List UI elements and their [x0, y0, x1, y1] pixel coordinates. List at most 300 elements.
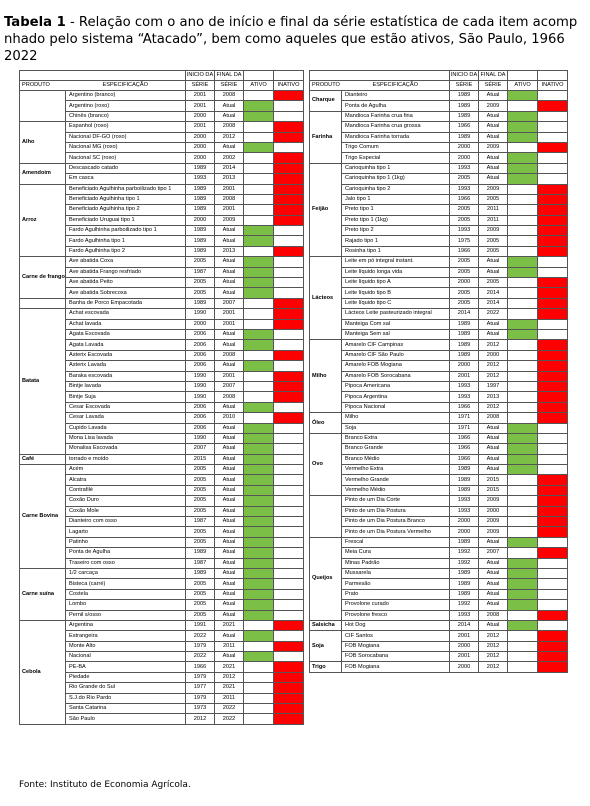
ativo-marker: [244, 278, 274, 288]
inativo-marker: [538, 111, 568, 121]
end-year-cell: 2009: [215, 215, 244, 225]
start-year-cell: 1966: [450, 402, 479, 412]
ativo-marker: [244, 142, 274, 152]
specification-cell: Cesar Escovada: [66, 402, 186, 412]
ativo-marker: [244, 558, 274, 568]
start-year-cell: 2001: [186, 101, 215, 111]
ativo-marker: [508, 111, 538, 121]
inativo-marker: [274, 423, 304, 433]
inativo-marker: [274, 350, 304, 360]
inativo-marker: [538, 340, 568, 350]
start-year-cell: 1989: [450, 475, 479, 485]
inativo-marker: [538, 163, 568, 173]
specification-cell: Acém: [66, 465, 186, 475]
start-year-cell: 2006: [186, 413, 215, 423]
inativo-marker: [538, 631, 568, 641]
product-cell: Arroz: [20, 184, 66, 257]
inativo-marker: [274, 537, 304, 547]
specification-cell: Asterix Escovada: [66, 350, 186, 360]
end-year-cell: Atual: [215, 652, 244, 662]
ativo-marker: [244, 413, 274, 423]
table-row: [310, 340, 568, 350]
ativo-marker: [508, 350, 538, 360]
inativo-marker: [538, 226, 568, 236]
table-row: [20, 122, 304, 132]
start-year-cell: 2006: [186, 402, 215, 412]
inativo-marker: [274, 641, 304, 651]
start-year-cell: 1987: [186, 517, 215, 527]
inativo-marker: [538, 465, 568, 475]
ativo-marker: [508, 246, 538, 256]
end-year-cell: 2022: [479, 309, 508, 319]
end-year-cell: 2021: [215, 662, 244, 672]
ativo-marker: [244, 174, 274, 184]
ativo-marker: [508, 610, 538, 620]
inativo-marker: [274, 714, 304, 724]
specification-cell: Lagarto: [66, 527, 186, 537]
start-year-cell: 1990: [186, 392, 215, 402]
inativo-marker: [274, 319, 304, 329]
start-year-cell: 1993: [450, 610, 479, 620]
product-cell: Charque: [310, 91, 342, 112]
end-year-cell: Atual: [215, 433, 244, 443]
ativo-marker: [244, 371, 274, 381]
start-year-cell: 1989: [450, 319, 479, 329]
end-year-cell: 2005: [479, 246, 508, 256]
table-row: [20, 454, 304, 464]
table-row: [310, 402, 568, 412]
ativo-marker: [508, 413, 538, 423]
inativo-marker: [274, 620, 304, 630]
header-inativo: INATIVO: [538, 81, 568, 91]
end-year-cell: 2002: [215, 153, 244, 163]
ativo-marker: [508, 340, 538, 350]
end-year-cell: 2001: [215, 184, 244, 194]
table-caption: [4, 14, 590, 65]
start-year-cell: 2006: [186, 361, 215, 371]
end-year-cell: 2012: [215, 132, 244, 142]
start-year-cell: 1989: [450, 340, 479, 350]
inativo-marker: [274, 693, 304, 703]
inativo-marker: [538, 475, 568, 485]
end-year-cell: 2001: [215, 319, 244, 329]
table-row: [310, 257, 568, 267]
inativo-marker: [538, 298, 568, 308]
header-serie-inicio: SÉRIE: [186, 81, 215, 91]
end-year-cell: Atual: [215, 631, 244, 641]
end-year-cell: 2022: [215, 704, 244, 714]
start-year-cell: 1989: [450, 537, 479, 547]
product-cell: Farinha: [310, 111, 342, 163]
table-row: [310, 433, 568, 443]
end-year-cell: 2021: [215, 683, 244, 693]
start-year-cell: 1989: [186, 568, 215, 578]
specification-cell: Leite líquido tipo B: [342, 288, 450, 298]
end-year-cell: 2011: [479, 215, 508, 225]
ativo-marker: [244, 641, 274, 651]
ativo-marker: [508, 163, 538, 173]
ativo-marker: [244, 683, 274, 693]
header-row-top: [310, 71, 568, 81]
end-year-cell: 2001: [215, 205, 244, 215]
inativo-marker: [274, 111, 304, 121]
end-year-cell: 2011: [215, 641, 244, 651]
inativo-marker: [538, 371, 568, 381]
caption-line-3: 2022: [4, 49, 38, 64]
caption-line-2: nhado pelo sistema “Atacado”, bem como aqueles que estão ativos, São Paulo, 1966: [4, 32, 565, 47]
start-year-cell: 1966: [186, 662, 215, 672]
ativo-marker: [508, 236, 538, 246]
start-year-cell: 2001: [186, 122, 215, 132]
specification-cell: Mandioca Farinha crua grossa: [342, 122, 450, 132]
ativo-marker: [244, 527, 274, 537]
end-year-cell: Atual: [479, 111, 508, 121]
specification-cell: Bintje Suja: [66, 392, 186, 402]
ativo-marker: [244, 579, 274, 589]
end-year-cell: 2008: [215, 350, 244, 360]
start-year-cell: 2005: [186, 257, 215, 267]
specification-cell: Jalo tipo 1: [342, 194, 450, 204]
start-year-cell: 2001: [450, 371, 479, 381]
end-year-cell: Atual: [479, 329, 508, 339]
end-year-cell: Atual: [215, 558, 244, 568]
start-year-cell: 2005: [186, 485, 215, 495]
product-cell: [310, 496, 342, 538]
end-year-cell: 2011: [479, 205, 508, 215]
start-year-cell: 2005: [450, 174, 479, 184]
specification-cell: Estrangeira: [66, 631, 186, 641]
inativo-marker: [538, 142, 568, 152]
start-year-cell: 1966: [450, 194, 479, 204]
ativo-marker: [244, 329, 274, 339]
ativo-marker: [244, 693, 274, 703]
inativo-marker: [538, 205, 568, 215]
ativo-marker: [508, 506, 538, 516]
end-year-cell: 2009: [479, 184, 508, 194]
product-cell: Alho: [20, 122, 66, 164]
start-year-cell: 2005: [186, 465, 215, 475]
start-year-cell: 2000: [186, 319, 215, 329]
end-year-cell: 2012: [479, 361, 508, 371]
inativo-marker: [538, 537, 568, 547]
specification-cell: Vermelho Grande: [342, 475, 450, 485]
start-year-cell: 1990: [186, 309, 215, 319]
header-especificacao: ESPECIFICAÇÃO: [66, 81, 186, 91]
inativo-marker: [538, 423, 568, 433]
inativo-marker: [274, 444, 304, 454]
inativo-marker: [274, 704, 304, 714]
start-year-cell: 2014: [450, 620, 479, 630]
start-year-cell: 2005: [186, 288, 215, 298]
inativo-marker: [538, 236, 568, 246]
specification-cell: Traseiro com osso: [66, 558, 186, 568]
inativo-marker: [274, 101, 304, 111]
specification-cell: Branco Médio: [342, 454, 450, 464]
specification-cell: Agata Escovada: [66, 329, 186, 339]
table-row: [310, 226, 568, 236]
inativo-marker: [274, 496, 304, 506]
start-year-cell: 2000: [450, 662, 479, 672]
ativo-marker: [508, 122, 538, 132]
specification-cell: Trigo Especial: [342, 153, 450, 163]
inativo-marker: [274, 257, 304, 267]
start-year-cell: 1992: [450, 558, 479, 568]
specification-cell: Pinto de um Dia Postura: [342, 506, 450, 516]
ativo-marker: [244, 704, 274, 714]
start-year-cell: 1991: [186, 620, 215, 630]
ativo-marker: [244, 215, 274, 225]
specification-cell: Santa Catarina: [66, 704, 186, 714]
inativo-marker: [538, 444, 568, 454]
inativo-marker: [538, 517, 568, 527]
end-year-cell: 2001: [215, 371, 244, 381]
ativo-marker: [244, 267, 274, 277]
header-final: FINAL DA: [215, 71, 244, 81]
end-year-cell: Atual: [479, 174, 508, 184]
product-cell: Ovo: [310, 433, 342, 495]
specification-cell: Manteiga Sem sal: [342, 329, 450, 339]
specification-cell: Branco Extra: [342, 433, 450, 443]
table-row: [310, 589, 568, 599]
table-row: [310, 641, 568, 651]
table-row: [310, 142, 568, 152]
end-year-cell: 2008: [215, 122, 244, 132]
ativo-marker: [244, 132, 274, 142]
specification-cell: Pipoca Argentina: [342, 392, 450, 402]
inativo-marker: [538, 641, 568, 651]
ativo-marker: [244, 620, 274, 630]
inativo-marker: [538, 278, 568, 288]
specification-cell: Pipoca Americana: [342, 381, 450, 391]
start-year-cell: 2000: [450, 527, 479, 537]
start-year-cell: 1979: [186, 672, 215, 682]
ativo-marker: [508, 298, 538, 308]
end-year-cell: Atual: [479, 319, 508, 329]
table-row: [310, 132, 568, 142]
inativo-marker: [274, 402, 304, 412]
ativo-marker: [244, 465, 274, 475]
inativo-marker: [274, 163, 304, 173]
end-year-cell: 2012: [479, 340, 508, 350]
inativo-marker: [538, 568, 568, 578]
specification-cell: Rajado tipo 1: [342, 236, 450, 246]
table-row: [310, 662, 568, 672]
end-year-cell: Atual: [215, 142, 244, 152]
table-row: [310, 548, 568, 558]
start-year-cell: 1989: [450, 111, 479, 121]
end-year-cell: 2013: [479, 392, 508, 402]
start-year-cell: 1989: [186, 205, 215, 215]
specification-cell: Asterix Lavada: [66, 361, 186, 371]
product-cell: Óleo: [310, 413, 342, 434]
start-year-cell: 1989: [450, 589, 479, 599]
specification-cell: Achat lavada: [66, 319, 186, 329]
inativo-marker: [274, 215, 304, 225]
table-row: [310, 444, 568, 454]
table-row: [310, 579, 568, 589]
specification-cell: Ave abatida Sobrecoxa: [66, 288, 186, 298]
table-row: [20, 465, 304, 475]
table-row: [310, 194, 568, 204]
start-year-cell: 2005: [450, 298, 479, 308]
start-year-cell: 1966: [450, 444, 479, 454]
ativo-marker: [244, 226, 274, 236]
specification-cell: Rio Grande do Sul: [66, 683, 186, 693]
ativo-marker: [508, 381, 538, 391]
inativo-marker: [538, 392, 568, 402]
end-year-cell: Atual: [215, 537, 244, 547]
specification-cell: CIF Santos: [342, 631, 450, 641]
specification-cell: Fardo Agulhinha parboilizado tipo 1: [66, 226, 186, 236]
header-row: [20, 81, 304, 91]
inativo-marker: [538, 454, 568, 464]
start-year-cell: 1993: [450, 184, 479, 194]
end-year-cell: Atual: [215, 278, 244, 288]
inativo-marker: [538, 319, 568, 329]
specification-cell: Meia Cura: [342, 548, 450, 558]
specification-cell: Bintje lavada: [66, 381, 186, 391]
specification-cell: Bisteca (carré): [66, 579, 186, 589]
table-row: [20, 163, 304, 173]
specification-cell: Pernil s/osso: [66, 610, 186, 620]
start-year-cell: 1971: [450, 423, 479, 433]
table-row: [20, 298, 304, 308]
start-year-cell: 2005: [186, 589, 215, 599]
ativo-marker: [244, 610, 274, 620]
start-year-cell: 1989: [450, 101, 479, 111]
start-year-cell: 1993: [450, 226, 479, 236]
end-year-cell: Atual: [479, 600, 508, 610]
product-cell: Café: [20, 454, 66, 464]
start-year-cell: 1989: [450, 568, 479, 578]
specification-cell: Minas Padrão: [342, 558, 450, 568]
end-year-cell: Atual: [479, 163, 508, 173]
start-year-cell: 1966: [450, 246, 479, 256]
inativo-marker: [538, 610, 568, 620]
inativo-marker: [538, 600, 568, 610]
table-row: [310, 153, 568, 163]
specification-cell: Nacional SC (roxo): [66, 153, 186, 163]
ativo-marker: [508, 475, 538, 485]
end-year-cell: Atual: [215, 267, 244, 277]
ativo-marker: [244, 194, 274, 204]
ativo-marker: [244, 205, 274, 215]
end-year-cell: 2009: [479, 226, 508, 236]
inativo-marker: [274, 205, 304, 215]
ativo-marker: [508, 371, 538, 381]
inativo-marker: [274, 652, 304, 662]
end-year-cell: 2012: [479, 652, 508, 662]
ativo-marker: [508, 423, 538, 433]
ativo-marker: [508, 288, 538, 298]
end-year-cell: 2012: [215, 672, 244, 682]
specification-cell: Ave abatida Coxa: [66, 257, 186, 267]
end-year-cell: Atual: [215, 236, 244, 246]
start-year-cell: 2006: [186, 423, 215, 433]
header-produto: PRODUTO: [310, 81, 342, 91]
table-row: [310, 537, 568, 547]
ativo-marker: [244, 433, 274, 443]
inativo-marker: [274, 174, 304, 184]
ativo-marker: [244, 153, 274, 163]
ativo-marker: [508, 91, 538, 101]
ativo-marker: [508, 631, 538, 641]
inativo-marker: [274, 288, 304, 298]
specification-cell: Alcatra: [66, 475, 186, 485]
start-year-cell: 1990: [186, 371, 215, 381]
start-year-cell: 1966: [450, 122, 479, 132]
ativo-marker: [508, 205, 538, 215]
specification-cell: Achat escovada: [66, 309, 186, 319]
end-year-cell: 2011: [215, 693, 244, 703]
ativo-marker: [508, 184, 538, 194]
start-year-cell: 2000: [450, 361, 479, 371]
inativo-marker: [274, 506, 304, 516]
product-cell: [20, 91, 66, 122]
specification-cell: Costela: [66, 589, 186, 599]
table-row: [310, 558, 568, 568]
start-year-cell: 2001: [186, 91, 215, 101]
start-year-cell: 2000: [186, 215, 215, 225]
specification-cell: Fardo Agulhinha tipo 1: [66, 236, 186, 246]
right-table-body: [310, 91, 568, 673]
inativo-marker: [274, 226, 304, 236]
inativo-marker: [274, 465, 304, 475]
inativo-marker: [538, 402, 568, 412]
inativo-marker: [538, 122, 568, 132]
inativo-marker: [538, 246, 568, 256]
start-year-cell: 1989: [186, 194, 215, 204]
inativo-marker: [538, 257, 568, 267]
start-year-cell: 2005: [186, 278, 215, 288]
header-ativo: ATIVO: [508, 81, 538, 91]
end-year-cell: Atual: [215, 496, 244, 506]
table-row: [310, 475, 568, 485]
ativo-marker: [244, 381, 274, 391]
ativo-marker: [244, 361, 274, 371]
header-produto: PRODUTO: [20, 81, 66, 91]
end-year-cell: Atual: [215, 361, 244, 371]
specification-cell: Argentina: [66, 620, 186, 630]
end-year-cell: Atual: [215, 340, 244, 350]
ativo-marker: [244, 548, 274, 558]
end-year-cell: Atual: [215, 329, 244, 339]
specification-cell: Amarelo FOB Mogiana: [342, 361, 450, 371]
end-year-cell: Atual: [215, 423, 244, 433]
specification-cell: PE-BA: [66, 662, 186, 672]
inativo-marker: [274, 548, 304, 558]
ativo-marker: [244, 163, 274, 173]
end-year-cell: Atual: [479, 620, 508, 630]
product-cell: Salsicha: [310, 620, 342, 630]
specification-cell: Trigo Comum: [342, 142, 450, 152]
table-row: [310, 465, 568, 475]
table-row: [310, 517, 568, 527]
end-year-cell: Atual: [479, 122, 508, 132]
ativo-marker: [508, 174, 538, 184]
start-year-cell: 1989: [186, 226, 215, 236]
specification-cell: Pinto de um Dia Corte: [342, 496, 450, 506]
ativo-marker: [508, 444, 538, 454]
ativo-marker: [244, 184, 274, 194]
specification-cell: Banha de Porco Empacotada: [66, 298, 186, 308]
inativo-marker: [274, 485, 304, 495]
specification-cell: Vermelho Extra: [342, 465, 450, 475]
specification-cell: Preto tipo 1 (1kg): [342, 215, 450, 225]
specification-cell: Lombo: [66, 600, 186, 610]
ativo-marker: [244, 309, 274, 319]
end-year-cell: Atual: [479, 132, 508, 142]
